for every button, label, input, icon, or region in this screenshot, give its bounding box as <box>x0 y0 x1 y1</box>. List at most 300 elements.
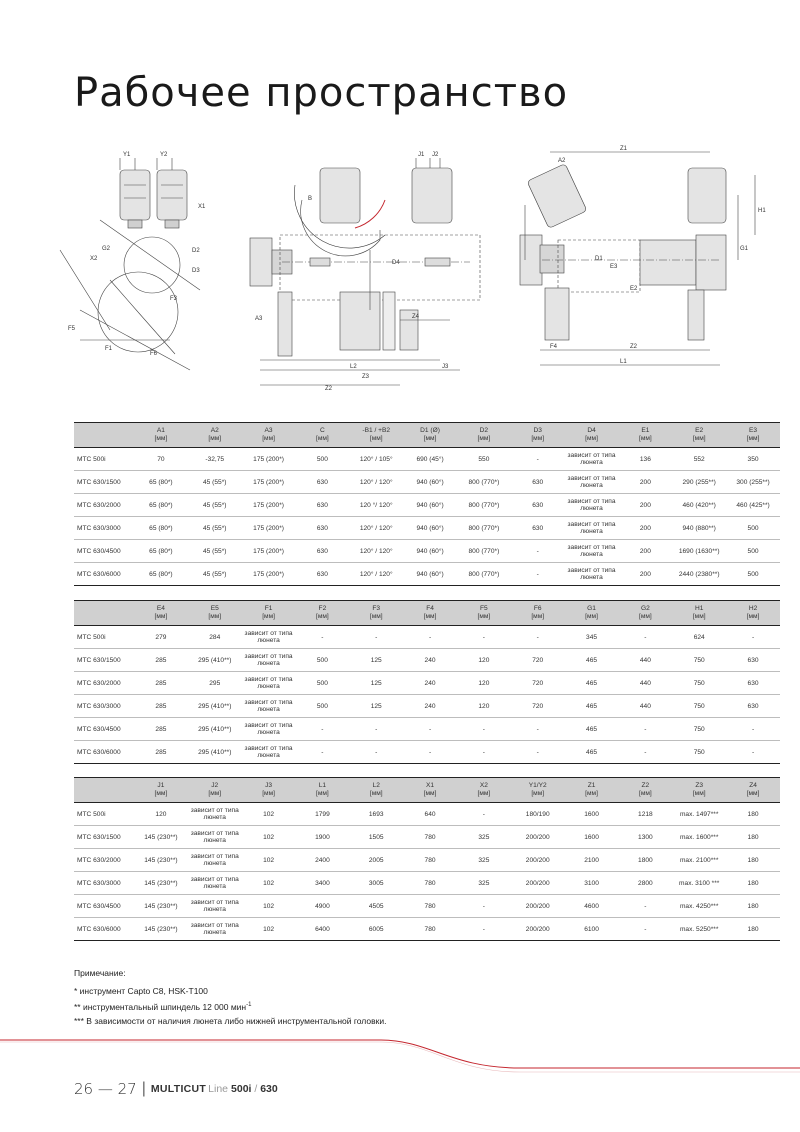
value-cell: 279 <box>134 626 188 649</box>
column-header: H2 [мм] <box>726 601 780 626</box>
value-cell: 200/200 <box>511 849 565 872</box>
value-cell: - <box>295 718 349 741</box>
value-cell: 120° / 120° <box>349 517 403 540</box>
value-cell: - <box>457 918 511 941</box>
value-cell: 624 <box>672 626 726 649</box>
model-cell: MTC 630/1500 <box>74 826 134 849</box>
column-header: -B1 / +B2 [мм] <box>349 423 403 448</box>
model-cell: MTC 500i <box>74 448 134 471</box>
footer <box>74 1080 278 1098</box>
value-cell: 65 (80*) <box>134 471 188 494</box>
value-cell: max. 1600*** <box>672 826 726 849</box>
value-cell: 720 <box>511 695 565 718</box>
value-cell: 780 <box>403 826 457 849</box>
value-cell: - <box>403 718 457 741</box>
column-header: J3 [мм] <box>242 778 296 803</box>
value-cell: - <box>618 918 672 941</box>
notes <box>74 966 386 1028</box>
table-row <box>74 718 780 741</box>
value-cell: 145 (230**) <box>134 895 188 918</box>
value-cell: 125 <box>349 649 403 672</box>
model-cell: MTC 630/1500 <box>74 649 134 672</box>
value-cell: 750 <box>672 718 726 741</box>
label-g2: G2 <box>102 246 111 252</box>
label-x2: X2 <box>90 256 98 262</box>
label-f3: F3 <box>170 296 178 302</box>
middle-drawing <box>250 158 480 385</box>
page-numbers: 26 — 27 <box>74 1080 137 1098</box>
value-cell: - <box>618 895 672 918</box>
column-header: F5 [мм] <box>457 601 511 626</box>
value-cell: 120° / 120° <box>349 563 403 586</box>
value-cell: - <box>457 895 511 918</box>
value-cell: max. 1497*** <box>672 803 726 826</box>
table-row <box>74 540 780 563</box>
value-cell: 284 <box>188 626 242 649</box>
value-cell: 200 <box>618 517 672 540</box>
table-row <box>74 672 780 695</box>
value-cell: 65 (80*) <box>134 494 188 517</box>
table-row <box>74 849 780 872</box>
column-header: L1 [мм] <box>295 778 349 803</box>
value-cell: 940 (60°) <box>403 494 457 517</box>
value-cell: 465 <box>565 672 619 695</box>
value-cell: 940 (60°) <box>403 563 457 586</box>
model-name: 500i / 630 <box>231 1083 278 1095</box>
value-cell: max. 4250*** <box>672 895 726 918</box>
value-cell: 3400 <box>295 872 349 895</box>
column-header: D1 (Ø) [мм] <box>403 423 457 448</box>
value-cell: 1600 <box>565 803 619 826</box>
value-cell: зависит от типа люнета <box>242 672 296 695</box>
value-cell: 1800 <box>618 849 672 872</box>
label-d4: D4 <box>392 260 400 266</box>
value-cell: - <box>618 741 672 764</box>
label-j3: J3 <box>442 364 449 370</box>
value-cell: 800 (770*) <box>457 540 511 563</box>
table-row <box>74 741 780 764</box>
value-cell: зависит от типа люнета <box>188 826 242 849</box>
value-cell: 465 <box>565 649 619 672</box>
value-cell: зависит от типа люнета <box>188 849 242 872</box>
value-cell: - <box>511 563 565 586</box>
value-cell: зависит от типа люнета <box>242 626 296 649</box>
column-header: D3 [мм] <box>511 423 565 448</box>
value-cell: - <box>295 741 349 764</box>
label-f6: F6 <box>150 351 158 357</box>
value-cell: 465 <box>565 695 619 718</box>
value-cell: 120 °/ 120° <box>349 494 403 517</box>
value-cell: 45 (55*) <box>188 517 242 540</box>
label-z2b: Z2 <box>630 344 638 350</box>
value-cell: 325 <box>457 872 511 895</box>
value-cell: - <box>403 741 457 764</box>
label-e3: E3 <box>610 264 618 270</box>
column-header: F6 [мм] <box>511 601 565 626</box>
value-cell: 240 <box>403 649 457 672</box>
column-header: Z2 [мм] <box>618 778 672 803</box>
value-cell: - <box>511 741 565 764</box>
value-cell: - <box>295 626 349 649</box>
value-cell: 750 <box>672 741 726 764</box>
note-2-superscript: -1 <box>246 1002 252 1008</box>
value-cell: 4900 <box>295 895 349 918</box>
label-b: B <box>308 196 313 202</box>
column-header: X2 [мм] <box>457 778 511 803</box>
value-cell: - <box>457 626 511 649</box>
value-cell: 1300 <box>618 826 672 849</box>
header-cell-empty <box>74 423 134 448</box>
value-cell: - <box>726 741 780 764</box>
value-cell: 120 <box>457 695 511 718</box>
value-cell: 180/190 <box>511 803 565 826</box>
value-cell: 720 <box>511 672 565 695</box>
value-cell: 180 <box>726 872 780 895</box>
value-cell: 175 (200*) <box>242 540 296 563</box>
table-row <box>74 803 780 826</box>
value-cell: 2800 <box>618 872 672 895</box>
column-header: D2 [мм] <box>457 423 511 448</box>
column-header: G1 [мм] <box>565 601 619 626</box>
label-d3: D3 <box>192 268 200 274</box>
value-cell: - <box>618 718 672 741</box>
value-cell: 295 <box>188 672 242 695</box>
value-cell: 3005 <box>349 872 403 895</box>
value-cell: 175 (200*) <box>242 448 296 471</box>
right-drawing <box>520 152 755 365</box>
value-cell: - <box>457 718 511 741</box>
value-cell: 285 <box>134 718 188 741</box>
value-cell: max. 3100 *** <box>672 872 726 895</box>
value-cell: - <box>511 540 565 563</box>
value-cell: 1600 <box>565 826 619 849</box>
value-cell: зависит от типа люнета <box>242 649 296 672</box>
model-cell: MTC 630/1500 <box>74 471 134 494</box>
value-cell: 1505 <box>349 826 403 849</box>
value-cell: 630 <box>295 540 349 563</box>
model-cell: MTC 630/4500 <box>74 718 134 741</box>
value-cell: 780 <box>403 872 457 895</box>
value-cell: 940 (60°) <box>403 471 457 494</box>
value-cell: 120 <box>457 672 511 695</box>
value-cell: 102 <box>242 826 296 849</box>
value-cell: 200/200 <box>511 826 565 849</box>
value-cell: 460 (425**) <box>726 494 780 517</box>
value-cell: - <box>511 626 565 649</box>
value-cell: 145 (230**) <box>134 872 188 895</box>
value-cell: 1900 <box>295 826 349 849</box>
value-cell: 630 <box>726 672 780 695</box>
label-f4: F4 <box>550 344 558 350</box>
value-cell: зависит от типа люнета <box>188 895 242 918</box>
note-3: *** В зависимости от наличия люнета либо нижней инструментальной головки. <box>74 1015 387 1026</box>
header-cell-empty <box>74 601 134 626</box>
value-cell: 552 <box>672 448 726 471</box>
value-cell: 175 (200*) <box>242 494 296 517</box>
value-cell: 465 <box>565 718 619 741</box>
table-row <box>74 563 780 586</box>
value-cell: 640 <box>403 803 457 826</box>
value-cell: 720 <box>511 649 565 672</box>
value-cell: 136 <box>618 448 672 471</box>
column-header: A2 [мм] <box>188 423 242 448</box>
label-d2: D2 <box>192 248 200 254</box>
header-row <box>74 778 780 803</box>
model-cell: MTC 630/6000 <box>74 563 134 586</box>
table-row <box>74 494 780 517</box>
model-cell: MTC 500i <box>74 803 134 826</box>
value-cell: 2005 <box>349 849 403 872</box>
left-drawing <box>60 158 200 370</box>
brand-name: MULTICUT <box>150 1083 207 1095</box>
brand-line: Line <box>208 1083 229 1095</box>
table-row <box>74 448 780 471</box>
value-cell: - <box>349 626 403 649</box>
model-cell: MTC 630/2000 <box>74 672 134 695</box>
model-cell: MTC 630/4500 <box>74 540 134 563</box>
value-cell: 550 <box>457 448 511 471</box>
value-cell: 180 <box>726 895 780 918</box>
column-header: C [мм] <box>295 423 349 448</box>
model-cell: MTC 630/6000 <box>74 918 134 941</box>
value-cell: 6005 <box>349 918 403 941</box>
value-cell: - <box>618 626 672 649</box>
table-row <box>74 872 780 895</box>
value-cell: зависит от типа люнета <box>565 517 619 540</box>
table-row <box>74 626 780 649</box>
value-cell: 630 <box>295 517 349 540</box>
label-z2: Z2 <box>325 386 333 392</box>
value-cell: 200 <box>618 563 672 586</box>
value-cell: 200/200 <box>511 918 565 941</box>
value-cell: 180 <box>726 918 780 941</box>
value-cell: зависит от типа люнета <box>188 918 242 941</box>
column-header: F2 [мм] <box>295 601 349 626</box>
label-l1: L1 <box>620 359 627 365</box>
value-cell: 65 (80*) <box>134 563 188 586</box>
value-cell: 1693 <box>349 803 403 826</box>
model-cell: MTC 500i <box>74 626 134 649</box>
value-cell: 295 (410**) <box>188 741 242 764</box>
value-cell: 175 (200*) <box>242 563 296 586</box>
value-cell: 180 <box>726 849 780 872</box>
value-cell: зависит от типа люнета <box>242 718 296 741</box>
value-cell: 500 <box>726 540 780 563</box>
value-cell: зависит от типа люнета <box>565 563 619 586</box>
value-cell: 175 (200*) <box>242 471 296 494</box>
value-cell: 45 (55*) <box>188 540 242 563</box>
value-cell: 440 <box>618 695 672 718</box>
value-cell: max. 2100*** <box>672 849 726 872</box>
header-cell-empty <box>74 778 134 803</box>
value-cell: - <box>726 718 780 741</box>
value-cell: - <box>403 626 457 649</box>
value-cell: 295 (410**) <box>188 649 242 672</box>
column-header: Z3 [мм] <box>672 778 726 803</box>
column-header: E3 [мм] <box>726 423 780 448</box>
column-header: E5 [мм] <box>188 601 242 626</box>
column-header: Z1 [мм] <box>565 778 619 803</box>
column-header: D4 [мм] <box>565 423 619 448</box>
technical-drawings <box>20 140 780 400</box>
column-header: E4 [мм] <box>134 601 188 626</box>
label-f5: F5 <box>68 326 76 332</box>
footer-separator: | <box>141 1080 146 1097</box>
value-cell: 690 (45°) <box>403 448 457 471</box>
label-j2: J2 <box>432 152 439 158</box>
value-cell: 180 <box>726 826 780 849</box>
value-cell: 500 <box>295 695 349 718</box>
label-y2: Y2 <box>160 152 168 158</box>
value-cell: 750 <box>672 672 726 695</box>
value-cell: 295 (410**) <box>188 695 242 718</box>
table-row <box>74 826 780 849</box>
value-cell: 630 <box>726 695 780 718</box>
value-cell: 290 (255**) <box>672 471 726 494</box>
value-cell: 125 <box>349 672 403 695</box>
column-header: G2 [мм] <box>618 601 672 626</box>
label-j1: J1 <box>418 152 425 158</box>
value-cell: - <box>349 718 403 741</box>
value-cell: 1690 (1630**) <box>672 540 726 563</box>
value-cell: 4505 <box>349 895 403 918</box>
value-cell: - <box>726 626 780 649</box>
value-cell: 500 <box>295 649 349 672</box>
value-cell: 780 <box>403 895 457 918</box>
value-cell: 285 <box>134 695 188 718</box>
value-cell: 780 <box>403 849 457 872</box>
value-cell: - <box>457 803 511 826</box>
value-cell: 240 <box>403 695 457 718</box>
value-cell: 120 <box>457 649 511 672</box>
value-cell: 200 <box>618 494 672 517</box>
label-e2: E2 <box>630 286 638 292</box>
model-cell: MTC 630/6000 <box>74 741 134 764</box>
value-cell: 630 <box>511 494 565 517</box>
label-z1: Z1 <box>620 146 628 152</box>
note-1: * инструмент Capto C8, HSK-T100 <box>74 986 208 996</box>
column-header: F1 [мм] <box>242 601 296 626</box>
value-cell: 102 <box>242 872 296 895</box>
value-cell: 175 (200*) <box>242 517 296 540</box>
value-cell: 440 <box>618 672 672 695</box>
value-cell: 2440 (2380**) <box>672 563 726 586</box>
value-cell: 800 (770*) <box>457 471 511 494</box>
value-cell: 630 <box>511 517 565 540</box>
value-cell: 800 (770*) <box>457 517 511 540</box>
model-cell: MTC 630/3000 <box>74 872 134 895</box>
value-cell: 45 (55*) <box>188 563 242 586</box>
column-header: Z4 [мм] <box>726 778 780 803</box>
model-cell: MTC 630/2000 <box>74 849 134 872</box>
value-cell: 1799 <box>295 803 349 826</box>
spec-table-2 <box>74 600 780 764</box>
value-cell: 45 (55*) <box>188 494 242 517</box>
value-cell: зависит от типа люнета <box>242 695 296 718</box>
value-cell: 240 <box>403 672 457 695</box>
value-cell: 120° / 120° <box>349 540 403 563</box>
label-z3: Z3 <box>362 374 370 380</box>
label-f1: F1 <box>105 346 113 352</box>
value-cell: 630 <box>295 471 349 494</box>
label-a3: A3 <box>255 316 263 322</box>
value-cell: 1218 <box>618 803 672 826</box>
spec-table-3 <box>74 777 780 941</box>
value-cell: 2400 <box>295 849 349 872</box>
value-cell: 145 (230**) <box>134 918 188 941</box>
value-cell: 3100 <box>565 872 619 895</box>
column-header: L2 [мм] <box>349 778 403 803</box>
value-cell: зависит от типа люнета <box>565 540 619 563</box>
spec-table-1 <box>74 422 780 586</box>
value-cell: 350 <box>726 448 780 471</box>
column-header: J2 [мм] <box>188 778 242 803</box>
value-cell: зависит от типа люнета <box>242 741 296 764</box>
label-l2: L2 <box>350 364 357 370</box>
value-cell: 500 <box>726 517 780 540</box>
decorative-curve <box>0 1020 800 1080</box>
value-cell: 4600 <box>565 895 619 918</box>
value-cell: - <box>511 448 565 471</box>
label-h1: H1 <box>758 208 766 214</box>
value-cell: 70 <box>134 448 188 471</box>
value-cell: 460 (420**) <box>672 494 726 517</box>
value-cell: 120 <box>134 803 188 826</box>
table-row <box>74 649 780 672</box>
value-cell: зависит от типа люнета <box>188 872 242 895</box>
value-cell: max. 5250*** <box>672 918 726 941</box>
value-cell: 65 (80*) <box>134 517 188 540</box>
drawings-svg <box>20 140 780 400</box>
value-cell: 200/200 <box>511 872 565 895</box>
model-cell: MTC 630/2000 <box>74 494 134 517</box>
value-cell: 440 <box>618 649 672 672</box>
value-cell: 325 <box>457 826 511 849</box>
column-header: Y1/Y2 [мм] <box>511 778 565 803</box>
value-cell: 65 (80*) <box>134 540 188 563</box>
model-cell: MTC 630/3000 <box>74 517 134 540</box>
value-cell: 940 (60°) <box>403 517 457 540</box>
table-row <box>74 517 780 540</box>
model-cell: MTC 630/3000 <box>74 695 134 718</box>
value-cell: 800 (770*) <box>457 563 511 586</box>
page-title: Рабочее пространство <box>74 70 569 116</box>
value-cell: 6400 <box>295 918 349 941</box>
notes-heading: Примечание: <box>74 968 126 978</box>
column-header: H1 [мм] <box>672 601 726 626</box>
value-cell: 780 <box>403 918 457 941</box>
value-cell: 800 (770*) <box>457 494 511 517</box>
value-cell: зависит от типа люнета <box>565 471 619 494</box>
value-cell: 325 <box>457 849 511 872</box>
value-cell: 120° / 105° <box>349 448 403 471</box>
note-2: ** инструментальный шпиндель 12 000 мин$^{-1}$ <box>74 1001 252 1012</box>
value-cell: 2100 <box>565 849 619 872</box>
label-a2: A2 <box>558 158 566 164</box>
value-cell: 750 <box>672 695 726 718</box>
value-cell: 102 <box>242 803 296 826</box>
value-cell: зависит от типа люнета <box>188 803 242 826</box>
column-header: F3 [мм] <box>349 601 403 626</box>
value-cell: - <box>349 741 403 764</box>
label-g1: G1 <box>740 246 749 252</box>
value-cell: 6100 <box>565 918 619 941</box>
label-z4: Z4 <box>412 314 420 320</box>
value-cell: - <box>457 741 511 764</box>
column-header: A1 [мм] <box>134 423 188 448</box>
column-header: A3 [мм] <box>242 423 296 448</box>
value-cell: зависит от типа люнета <box>565 494 619 517</box>
